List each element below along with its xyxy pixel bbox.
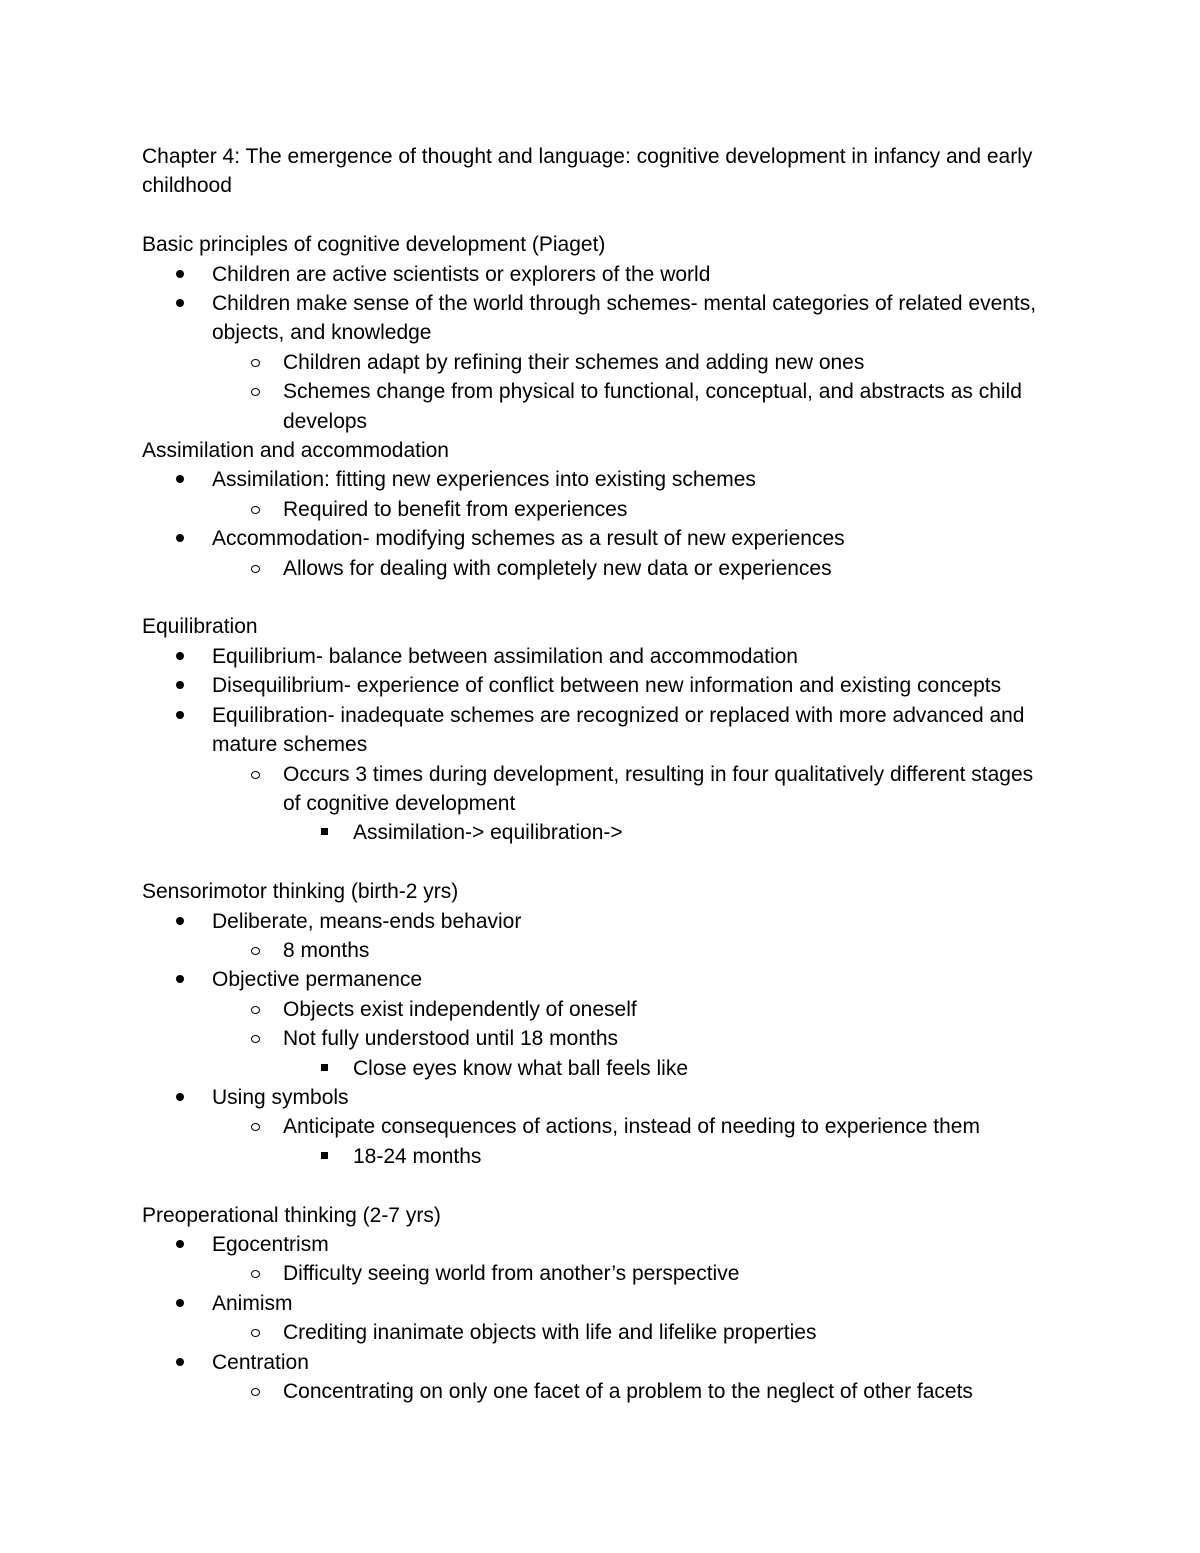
list-item-continuation: objects, and knowledge [212, 321, 432, 345]
bullet-dot-icon [170, 1083, 190, 1112]
list-item [142, 671, 1072, 700]
list-item [142, 377, 1072, 406]
list-item-continuation: develops [283, 409, 368, 433]
list-item-continuation: of cognitive development [283, 791, 516, 815]
list-item [142, 1230, 1072, 1259]
section-heading-assimilation: Assimilation and accommodation [142, 439, 449, 463]
doc-title-line-1: Chapter 4: The emergence of thought and language: cognitive development in infancy and early [142, 145, 1033, 168]
list-item [142, 1024, 1072, 1053]
bullet-circle-icon [245, 1377, 265, 1406]
list-item [142, 1318, 1072, 1347]
spacer [142, 848, 1072, 877]
bullet-square-icon [314, 1054, 334, 1083]
list-item-text: Accommodation- modifying schemes as a result of new experiences [212, 527, 845, 551]
document-page [142, 142, 1072, 1406]
bullet-dot-icon [170, 524, 190, 553]
list-item-text: Difficulty seeing world from another’s perspective [283, 1262, 740, 1286]
section-heading-preoperational: Preoperational thinking (2-7 yrs) [142, 1203, 441, 1227]
bullet-circle-icon [245, 1024, 265, 1053]
bullet-circle-icon [245, 1259, 265, 1288]
list-item [142, 1142, 1072, 1171]
list-item-text: Objective permanence [212, 968, 423, 992]
list-item [142, 965, 1072, 994]
list-item-text: Egocentrism [212, 1232, 329, 1256]
bullet-dot-icon [170, 907, 190, 936]
list-item [142, 1083, 1072, 1112]
section-heading-basic: Basic principles of cognitive development (Piaget) [142, 233, 606, 257]
list-item-text: Children are active scientists or explorers of the world [212, 262, 711, 286]
list-item-text: Concentrating on only one facet of a problem to the neglect of other facets [283, 1380, 973, 1403]
list-item [142, 289, 1072, 318]
list-item-text: Disequilibrium- experience of conflict between new information and existing concepts [212, 674, 1002, 698]
section-heading-sensorimotor: Sensorimotor thinking (birth-2 yrs) [142, 880, 459, 904]
list-item [142, 260, 1072, 289]
doc-title-line-2: childhood [142, 174, 232, 198]
bullet-circle-icon [245, 995, 265, 1024]
bullet-dot-icon [170, 671, 190, 700]
bullet-circle-icon [245, 495, 265, 524]
bullet-dot-icon [170, 1230, 190, 1259]
list-item [142, 936, 1072, 965]
bullet-circle-icon [245, 1112, 265, 1141]
list-item [142, 554, 1072, 583]
bullet-dot-icon [170, 701, 190, 730]
list-item-text: Assimilation-> equilibration-> [353, 821, 623, 845]
bullet-circle-icon [245, 1318, 265, 1347]
list-item-text: Allows for dealing with completely new data or experiences [283, 556, 832, 580]
list-item-text: Animism [212, 1291, 293, 1315]
list-item [142, 1289, 1072, 1318]
list-item-text: Crediting inanimate objects with life and lifelike properties [283, 1321, 817, 1345]
list-item [142, 495, 1072, 524]
list-item-text: Schemes change from physical to functional, conceptual, and abstracts as child [283, 380, 1022, 404]
list-item-text: Not fully understood until 18 months [283, 1027, 619, 1051]
bullet-dot-icon [170, 465, 190, 494]
list-item-text: Anticipate consequences of actions, instead of needing to experience them [283, 1115, 980, 1139]
list-item-text: Centration [212, 1350, 309, 1374]
spacer [142, 583, 1072, 612]
list-item [142, 348, 1072, 377]
bullet-circle-icon [245, 936, 265, 965]
spacer [142, 201, 1072, 230]
bullet-dot-icon [170, 1289, 190, 1318]
bullet-circle-icon [245, 377, 265, 406]
list-item-text: Deliberate, means-ends behavior [212, 909, 522, 933]
bullet-dot-icon [170, 965, 190, 994]
bullet-dot-icon [170, 289, 190, 318]
bullet-square-icon [314, 1142, 334, 1171]
list-item-text: Required to benefit from experiences [283, 497, 628, 521]
bullet-square-icon [314, 818, 334, 847]
list-item [142, 995, 1072, 1024]
list-item-text: Using symbols [212, 1085, 349, 1109]
list-item [142, 465, 1072, 494]
list-item-text: Equilibration- inadequate schemes are recognized or replaced with more advanced and [212, 703, 1025, 727]
bullet-dot-icon [170, 260, 190, 289]
list-item-text: Occurs 3 times during development, resulting in four qualitatively different stages [283, 762, 1034, 786]
bullet-circle-icon [245, 348, 265, 377]
list-item-continuation: mature schemes [212, 733, 368, 757]
bullet-dot-icon [170, 1348, 190, 1377]
list-item-text: Children make sense of the world through schemes- mental categories of related events, [212, 292, 1037, 316]
list-item [142, 524, 1072, 553]
list-item [142, 1348, 1072, 1377]
bullet-circle-icon [245, 760, 265, 789]
section-heading-equilibration: Equilibration [142, 615, 258, 639]
list-item-text: 18-24 months [353, 1144, 482, 1168]
list-item [142, 642, 1072, 671]
list-item [142, 1377, 1072, 1406]
list-item-text: Close eyes know what ball feels like [353, 1056, 688, 1080]
list-item-text: Children adapt by refining their schemes and adding new ones [283, 350, 865, 374]
spacer [142, 1171, 1072, 1200]
bullet-circle-icon [245, 554, 265, 583]
list-item [142, 818, 1072, 847]
list-item [142, 1054, 1072, 1083]
list-item [142, 1112, 1072, 1141]
bullet-dot-icon [170, 642, 190, 671]
list-item [142, 701, 1072, 730]
list-item [142, 907, 1072, 936]
list-item [142, 1259, 1072, 1288]
list-item-text: Assimilation: fitting new experiences into existing schemes [212, 468, 756, 492]
list-item-text: Equilibrium- balance between assimilation and accommodation [212, 644, 798, 668]
list-item-text: 8 months [283, 938, 370, 962]
list-item [142, 760, 1072, 789]
list-item-text: Objects exist independently of oneself [283, 997, 637, 1021]
